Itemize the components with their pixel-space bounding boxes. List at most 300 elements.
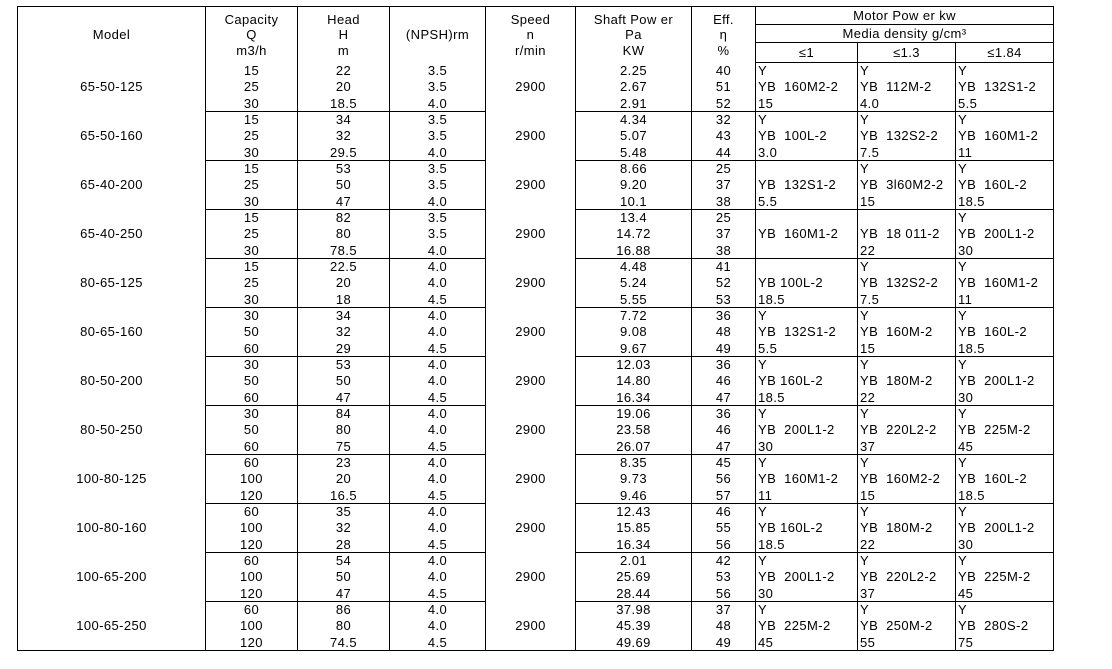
efficiency-cell: 53 — [692, 292, 756, 308]
shaft-power-cell: 2.91 — [576, 96, 692, 112]
motor-cell-density-2: YB 180M-2 — [858, 373, 956, 390]
motor-cell-density-1: Y — [756, 455, 858, 471]
table-row — [18, 308, 1054, 324]
motor-cell-density-1: 18.5 — [756, 390, 858, 406]
capacity-cell: 25 — [206, 177, 298, 194]
efficiency-cell: 38 — [692, 194, 756, 210]
motor-cell-density-1: Y — [756, 504, 858, 520]
model-cell: 80-50-250 — [18, 406, 206, 455]
shaft-power-cell: 5.55 — [576, 292, 692, 308]
head-cell: 34 — [298, 308, 390, 324]
efficiency-cell: 37 — [692, 177, 756, 194]
table-row — [18, 63, 1054, 79]
motor-cell-density-1: Y — [756, 112, 858, 128]
speed-header: Speed n r/min — [486, 7, 576, 63]
motor-cell-density-3: Y — [956, 455, 1054, 471]
motor-cell-density-2: YB 250M-2 — [858, 618, 956, 635]
shaft-power-cell: 2.67 — [576, 79, 692, 96]
efficiency-cell: 55 — [692, 520, 756, 537]
capacity-cell: 30 — [206, 194, 298, 210]
speed-cell: 2900 — [486, 308, 576, 357]
motor-cell-density-3: YB 160L-2 — [956, 471, 1054, 488]
shaft-power-cell: 26.07 — [576, 439, 692, 455]
shaft-power-cell: 37.98 — [576, 602, 692, 618]
motor-cell-density-2: 22 — [858, 390, 956, 406]
head-cell: 23 — [298, 455, 390, 471]
motor-cell-density-2: Y — [858, 63, 956, 79]
motor-cell-density-3: Y — [956, 602, 1054, 618]
capacity-cell: 30 — [206, 96, 298, 112]
motor-cell-density-1: YB 200L1-2 — [756, 569, 858, 586]
shaft-power-cell: 4.34 — [576, 112, 692, 128]
head-cell: 50 — [298, 569, 390, 586]
capacity-cell: 25 — [206, 226, 298, 243]
motor-cell-density-3: Y — [956, 161, 1054, 177]
capacity-cell: 60 — [206, 390, 298, 406]
motor-cell-density-1 — [756, 161, 858, 177]
motor-cell-density-1: YB 132S1-2 — [756, 324, 858, 341]
motor-cell-density-3: 18.5 — [956, 488, 1054, 504]
model-header: Model — [18, 7, 206, 63]
motor-cell-density-3: 18.5 — [956, 341, 1054, 357]
head-cell: 29.5 — [298, 145, 390, 161]
npsh-cell: 4.0 — [390, 96, 486, 112]
shaft-power-cell: 12.43 — [576, 504, 692, 520]
npsh-cell: 3.5 — [390, 63, 486, 79]
motor-cell-density-1: Y — [756, 308, 858, 324]
npsh-cell: 4.0 — [390, 569, 486, 586]
shaft-power-cell: 25.69 — [576, 569, 692, 586]
shaft-power-cell: 8.35 — [576, 455, 692, 471]
head-cell: 80 — [298, 422, 390, 439]
motor-cell-density-3: Y — [956, 357, 1054, 373]
head-cell: 53 — [298, 161, 390, 177]
motor-cell-density-1: YB 160M1-2 — [756, 471, 858, 488]
head-cell: 32 — [298, 128, 390, 145]
npsh-cell: 3.5 — [390, 112, 486, 128]
speed-cell: 2900 — [486, 210, 576, 259]
motor-cell-density-1: Y — [756, 602, 858, 618]
npsh-cell: 3.5 — [390, 226, 486, 243]
speed-cell: 2900 — [486, 504, 576, 553]
capacity-cell: 60 — [206, 553, 298, 569]
capacity-cell: 50 — [206, 373, 298, 390]
head-cell: 54 — [298, 553, 390, 569]
motor-cell-density-1 — [756, 243, 858, 259]
npsh-cell: 4.5 — [390, 292, 486, 308]
motor-cell-density-3: 11 — [956, 292, 1054, 308]
head-cell: 20 — [298, 79, 390, 96]
motor-cell-density-3: YB 280S-2 — [956, 618, 1054, 635]
capacity-cell: 30 — [206, 145, 298, 161]
motor-cell-density-3: YB 160L-2 — [956, 324, 1054, 341]
motor-cell-density-3: Y — [956, 210, 1054, 226]
efficiency-cell: 41 — [692, 259, 756, 275]
head-cell: 47 — [298, 194, 390, 210]
capacity-cell: 25 — [206, 79, 298, 96]
head-cell: 29 — [298, 341, 390, 357]
efficiency-cell: 25 — [692, 210, 756, 226]
capacity-cell: 100 — [206, 569, 298, 586]
motor-cell-density-1 — [756, 210, 858, 226]
table-header — [18, 7, 1054, 63]
efficiency-cell: 36 — [692, 308, 756, 324]
motor-cell-density-3: YB 160M1-2 — [956, 275, 1054, 292]
npsh-cell: 4.0 — [390, 602, 486, 618]
motor-cell-density-1: YB 160M2-2 — [756, 79, 858, 96]
capacity-cell: 60 — [206, 341, 298, 357]
shaft-power-cell: 9.67 — [576, 341, 692, 357]
motor-cell-density-3: Y — [956, 553, 1054, 569]
speed-cell: 2900 — [486, 455, 576, 504]
efficiency-cell: 53 — [692, 569, 756, 586]
capacity-cell: 60 — [206, 439, 298, 455]
motor-cell-density-3: 30 — [956, 537, 1054, 553]
table-row — [18, 406, 1054, 422]
npsh-cell: 3.5 — [390, 161, 486, 177]
motor-cell-density-2: 15 — [858, 488, 956, 504]
npsh-cell: 4.0 — [390, 471, 486, 488]
model-cell: 100-65-250 — [18, 602, 206, 651]
shaft-power-cell: 4.48 — [576, 259, 692, 275]
motor-cell-density-2: YB 18 011-2 — [858, 226, 956, 243]
model-cell: 100-80-160 — [18, 504, 206, 553]
capacity-cell: 120 — [206, 586, 298, 602]
motor-cell-density-2: YB 160M2-2 — [858, 471, 956, 488]
motor-cell-density-3: YB 225M-2 — [956, 422, 1054, 439]
head-cell: 35 — [298, 504, 390, 520]
npsh-cell: 4.5 — [390, 341, 486, 357]
table-row — [18, 602, 1054, 618]
motor-cell-density-3: 5.5 — [956, 96, 1054, 112]
head-cell: 50 — [298, 177, 390, 194]
efficiency-cell: 49 — [692, 635, 756, 651]
motor-cell-density-1: 30 — [756, 586, 858, 602]
motor-cell-density-2: 22 — [858, 537, 956, 553]
motor-cell-density-1: YB 160M1-2 — [756, 226, 858, 243]
npsh-cell: 4.5 — [390, 439, 486, 455]
efficiency-cell: 48 — [692, 324, 756, 341]
motor-cell-density-1: Y — [756, 406, 858, 422]
capacity-cell: 100 — [206, 471, 298, 488]
speed-cell: 2900 — [486, 259, 576, 308]
npsh-cell: 4.0 — [390, 324, 486, 341]
efficiency-cell: 43 — [692, 128, 756, 145]
motor-cell-density-2: 37 — [858, 586, 956, 602]
motor-cell-density-1: 18.5 — [756, 292, 858, 308]
npsh-cell: 4.0 — [390, 145, 486, 161]
npsh-cell: 3.5 — [390, 128, 486, 145]
motor-cell-density-1: YB 160L-2 — [756, 520, 858, 537]
motor-cell-density-2: Y — [858, 455, 956, 471]
capacity-cell: 30 — [206, 357, 298, 373]
efficiency-cell: 48 — [692, 618, 756, 635]
motor-cell-density-2: YB 220L2-2 — [858, 569, 956, 586]
capacity-cell: 15 — [206, 63, 298, 79]
motor-cell-density-2: Y — [858, 406, 956, 422]
efficiency-header: Eff. η % — [692, 7, 756, 63]
capacity-cell: 60 — [206, 504, 298, 520]
shaft-power-cell: 2.01 — [576, 553, 692, 569]
npsh-cell: 4.0 — [390, 373, 486, 390]
shaft-power-header: Shaft Pow er Pa KW — [576, 7, 692, 63]
motor-cell-density-1: 5.5 — [756, 194, 858, 210]
model-cell: 65-50-125 — [18, 63, 206, 112]
speed-cell: 2900 — [486, 63, 576, 112]
npsh-cell: 4.0 — [390, 553, 486, 569]
npsh-cell: 4.0 — [390, 455, 486, 471]
motor-cell-density-1: 5.5 — [756, 341, 858, 357]
table-row — [18, 259, 1054, 275]
capacity-cell: 100 — [206, 520, 298, 537]
capacity-cell: 15 — [206, 259, 298, 275]
head-cell: 47 — [298, 586, 390, 602]
head-cell: 32 — [298, 520, 390, 537]
shaft-power-cell: 5.07 — [576, 128, 692, 145]
shaft-power-cell: 28.44 — [576, 586, 692, 602]
motor-cell-density-2: YB 160M-2 — [858, 324, 956, 341]
model-cell: 80-50-200 — [18, 357, 206, 406]
capacity-cell: 25 — [206, 128, 298, 145]
capacity-cell: 30 — [206, 243, 298, 259]
motor-cell-density-3: 45 — [956, 439, 1054, 455]
model-cell: 80-65-160 — [18, 308, 206, 357]
head-cell: 86 — [298, 602, 390, 618]
shaft-power-cell: 14.80 — [576, 373, 692, 390]
motor-cell-density-3: 30 — [956, 243, 1054, 259]
motor-cell-density-1: 18.5 — [756, 537, 858, 553]
table-row — [18, 504, 1054, 520]
head-header: Head H m — [298, 7, 390, 63]
motor-cell-density-2: 55 — [858, 635, 956, 651]
motor-power-header: Motor Pow er kw — [756, 7, 1054, 25]
npsh-cell: 4.0 — [390, 406, 486, 422]
table-row — [18, 210, 1054, 226]
efficiency-cell: 57 — [692, 488, 756, 504]
efficiency-cell: 56 — [692, 471, 756, 488]
speed-cell: 2900 — [486, 357, 576, 406]
motor-cell-density-3: 11 — [956, 145, 1054, 161]
efficiency-cell: 56 — [692, 537, 756, 553]
density-col-2: ≤1.3 — [858, 43, 956, 63]
capacity-cell: 60 — [206, 455, 298, 471]
head-cell: 80 — [298, 226, 390, 243]
model-cell: 100-65-200 — [18, 553, 206, 602]
head-cell: 22 — [298, 63, 390, 79]
head-cell: 20 — [298, 471, 390, 488]
motor-cell-density-2: 4.0 — [858, 96, 956, 112]
table-row — [18, 357, 1054, 373]
capacity-cell: 120 — [206, 537, 298, 553]
speed-cell: 2900 — [486, 161, 576, 210]
head-cell: 18 — [298, 292, 390, 308]
capacity-cell: 120 — [206, 488, 298, 504]
head-cell: 53 — [298, 357, 390, 373]
shaft-power-cell: 14.72 — [576, 226, 692, 243]
efficiency-cell: 36 — [692, 357, 756, 373]
shaft-power-cell: 9.20 — [576, 177, 692, 194]
model-cell: 65-40-250 — [18, 210, 206, 259]
head-cell: 78.5 — [298, 243, 390, 259]
motor-cell-density-2: YB 112M-2 — [858, 79, 956, 96]
shaft-power-cell: 23.58 — [576, 422, 692, 439]
shaft-power-cell: 2.25 — [576, 63, 692, 79]
motor-cell-density-1: Y — [756, 553, 858, 569]
shaft-power-cell: 9.08 — [576, 324, 692, 341]
motor-cell-density-2: YB 3l60M2-2 — [858, 177, 956, 194]
efficiency-cell: 52 — [692, 275, 756, 292]
motor-cell-density-1: YB 100L-2 — [756, 275, 858, 292]
npsh-cell: 4.5 — [390, 488, 486, 504]
motor-cell-density-2 — [858, 210, 956, 226]
capacity-cell: 15 — [206, 161, 298, 177]
motor-cell-density-1: 30 — [756, 439, 858, 455]
shaft-power-cell: 12.03 — [576, 357, 692, 373]
efficiency-cell: 44 — [692, 145, 756, 161]
table-row — [18, 455, 1054, 471]
capacity-cell: 50 — [206, 422, 298, 439]
npsh-cell: 4.5 — [390, 390, 486, 406]
shaft-power-cell: 16.88 — [576, 243, 692, 259]
motor-cell-density-1: YB 132S1-2 — [756, 177, 858, 194]
npsh-cell: 4.0 — [390, 357, 486, 373]
motor-cell-density-2: 7.5 — [858, 145, 956, 161]
table-row — [18, 112, 1054, 128]
speed-cell: 2900 — [486, 112, 576, 161]
capacity-header: Capacity Q m3/h — [206, 7, 298, 63]
motor-cell-density-3: Y — [956, 308, 1054, 324]
model-cell: 100-80-125 — [18, 455, 206, 504]
motor-cell-density-2: Y — [858, 357, 956, 373]
npsh-cell: 4.5 — [390, 586, 486, 602]
table-row — [18, 553, 1054, 569]
shaft-power-cell: 49.69 — [576, 635, 692, 651]
head-cell: 16.5 — [298, 488, 390, 504]
table-body — [18, 63, 1054, 651]
motor-cell-density-3: 18.5 — [956, 194, 1054, 210]
shaft-power-cell: 13.4 — [576, 210, 692, 226]
table-row — [18, 161, 1054, 177]
motor-cell-density-2: 37 — [858, 439, 956, 455]
head-cell: 47 — [298, 390, 390, 406]
motor-cell-density-2: 7.5 — [858, 292, 956, 308]
efficiency-cell: 37 — [692, 226, 756, 243]
motor-cell-density-3: YB 225M-2 — [956, 569, 1054, 586]
shaft-power-cell: 19.06 — [576, 406, 692, 422]
npsh-cell: 4.0 — [390, 422, 486, 439]
head-cell: 20 — [298, 275, 390, 292]
density-col-3: ≤1.84 — [956, 43, 1054, 63]
head-cell: 32 — [298, 324, 390, 341]
motor-cell-density-1: 15 — [756, 96, 858, 112]
head-cell: 80 — [298, 618, 390, 635]
npsh-cell: 4.0 — [390, 243, 486, 259]
efficiency-cell: 45 — [692, 455, 756, 471]
efficiency-cell: 49 — [692, 341, 756, 357]
media-density-header: Media density g/cm³ — [756, 25, 1054, 43]
motor-cell-density-2: YB 132S2-2 — [858, 128, 956, 145]
efficiency-cell: 36 — [692, 406, 756, 422]
motor-cell-density-2: Y — [858, 504, 956, 520]
shaft-power-cell: 9.73 — [576, 471, 692, 488]
efficiency-cell: 46 — [692, 422, 756, 439]
motor-cell-density-1: 11 — [756, 488, 858, 504]
motor-cell-density-1 — [756, 259, 858, 275]
capacity-cell: 30 — [206, 406, 298, 422]
capacity-cell: 100 — [206, 618, 298, 635]
shaft-power-cell: 16.34 — [576, 390, 692, 406]
motor-cell-density-3: Y — [956, 112, 1054, 128]
head-cell: 75 — [298, 439, 390, 455]
motor-cell-density-2: Y — [858, 602, 956, 618]
head-cell: 34 — [298, 112, 390, 128]
efficiency-cell: 51 — [692, 79, 756, 96]
capacity-cell: 15 — [206, 210, 298, 226]
motor-cell-density-3: Y — [956, 63, 1054, 79]
efficiency-cell: 56 — [692, 586, 756, 602]
motor-cell-density-2: Y — [858, 553, 956, 569]
efficiency-cell: 52 — [692, 96, 756, 112]
speed-cell: 2900 — [486, 553, 576, 602]
motor-cell-density-3: 30 — [956, 390, 1054, 406]
efficiency-cell: 42 — [692, 553, 756, 569]
model-cell: 65-50-160 — [18, 112, 206, 161]
motor-cell-density-2: Y — [858, 112, 956, 128]
npsh-cell: 3.5 — [390, 210, 486, 226]
efficiency-cell: 47 — [692, 390, 756, 406]
capacity-cell: 50 — [206, 324, 298, 341]
npsh-cell: 3.5 — [390, 79, 486, 96]
model-cell: 80-65-125 — [18, 259, 206, 308]
capacity-cell: 25 — [206, 275, 298, 292]
motor-cell-density-2: Y — [858, 259, 956, 275]
motor-cell-density-2: 22 — [858, 243, 956, 259]
motor-cell-density-2: Y — [858, 161, 956, 177]
npsh-cell: 4.0 — [390, 308, 486, 324]
npsh-cell: 4.0 — [390, 259, 486, 275]
shaft-power-cell: 45.39 — [576, 618, 692, 635]
npsh-cell: 4.0 — [390, 618, 486, 635]
efficiency-cell: 38 — [692, 243, 756, 259]
capacity-cell: 15 — [206, 112, 298, 128]
shaft-power-cell: 7.72 — [576, 308, 692, 324]
capacity-cell: 30 — [206, 292, 298, 308]
motor-cell-density-1: YB 100L-2 — [756, 128, 858, 145]
efficiency-cell: 37 — [692, 602, 756, 618]
head-cell: 74.5 — [298, 635, 390, 651]
motor-cell-density-3: YB 200L1-2 — [956, 373, 1054, 390]
efficiency-cell: 46 — [692, 373, 756, 390]
npsh-cell: 4.0 — [390, 504, 486, 520]
motor-cell-density-2: Y — [858, 308, 956, 324]
npsh-cell: 3.5 — [390, 177, 486, 194]
npsh-cell: 4.5 — [390, 635, 486, 651]
motor-cell-density-3: 75 — [956, 635, 1054, 651]
head-cell: 84 — [298, 406, 390, 422]
motor-cell-density-3: YB 160M1-2 — [956, 128, 1054, 145]
shaft-power-cell: 15.85 — [576, 520, 692, 537]
head-cell: 50 — [298, 373, 390, 390]
motor-cell-density-3: YB 200L1-2 — [956, 226, 1054, 243]
motor-cell-density-1: 45 — [756, 635, 858, 651]
shaft-power-cell: 5.24 — [576, 275, 692, 292]
motor-cell-density-2: YB 132S2-2 — [858, 275, 956, 292]
npsh-cell: 4.0 — [390, 275, 486, 292]
motor-cell-density-1: YB 200L1-2 — [756, 422, 858, 439]
motor-cell-density-3: YB 160L-2 — [956, 177, 1054, 194]
efficiency-cell: 47 — [692, 439, 756, 455]
capacity-cell: 30 — [206, 308, 298, 324]
